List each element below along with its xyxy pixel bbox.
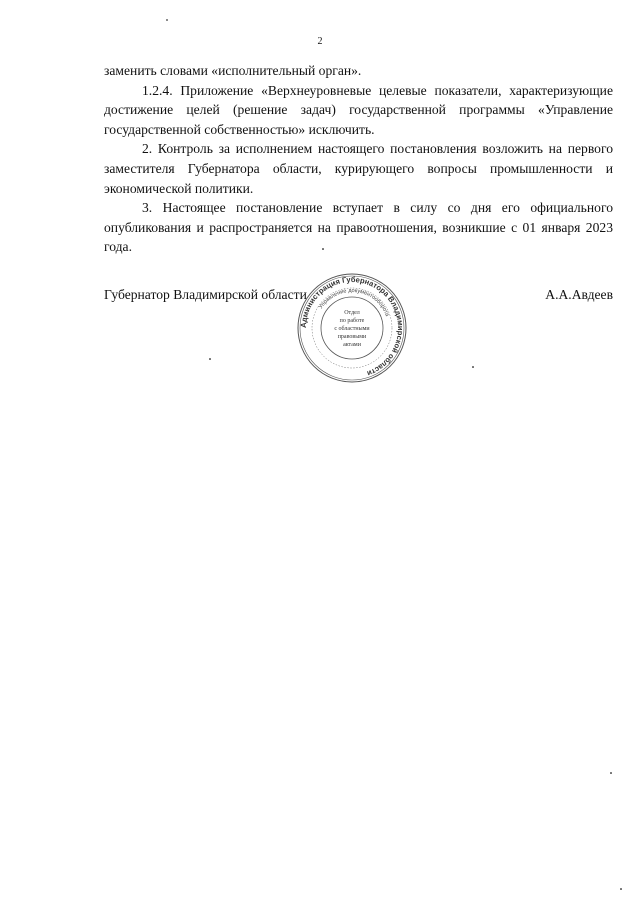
scan-speck [209, 358, 211, 360]
stamp-center-line-2: по работе [339, 318, 365, 324]
scan-speck [166, 19, 168, 21]
stamp-center-line-4: правовыми [337, 334, 367, 340]
scan-speck [322, 248, 324, 250]
signatory-name: А.А.Авдеев [545, 287, 613, 302]
stamp-inner-ring-text: Управление документооборота [318, 287, 390, 318]
official-stamp [296, 272, 408, 384]
stamp-center-line-5: актами [343, 342, 361, 348]
stamp-center-line-1: Отдел [344, 310, 360, 316]
paragraph-1-2-4: 1.2.4. Приложение «Верхнеуровневые целевые показатели, характеризующие достижение целей (решение задач) государственной программы «Управление государственной собственностью» исключить. [104, 82, 613, 137]
scan-speck [610, 772, 612, 774]
scan-speck [472, 366, 474, 368]
stamp-ring-text: Администрация Губернатора Владимирской области [298, 274, 406, 379]
stamp-center-line-3: с областными [334, 326, 370, 332]
scan-speck [620, 888, 622, 890]
document-body [104, 61, 613, 257]
paragraph-continuation: заменить словами «исполнительный орган». [104, 63, 362, 78]
paragraph-3: 3. Настоящее постановление вступает в силу со дня его официального опубликования и распространяется на правоотношения, возникшие с 01 января 2023 года. [104, 200, 613, 255]
page-number: 2 [317, 36, 323, 47]
paragraph-2: 2. Контроль за исполнением настоящего постановления возложить на первого заместителя Губернатора области, курирующего вопросы промышленности и экономической политики. [104, 141, 613, 196]
signatory-position: Губернатор Владимирской области [104, 287, 307, 302]
